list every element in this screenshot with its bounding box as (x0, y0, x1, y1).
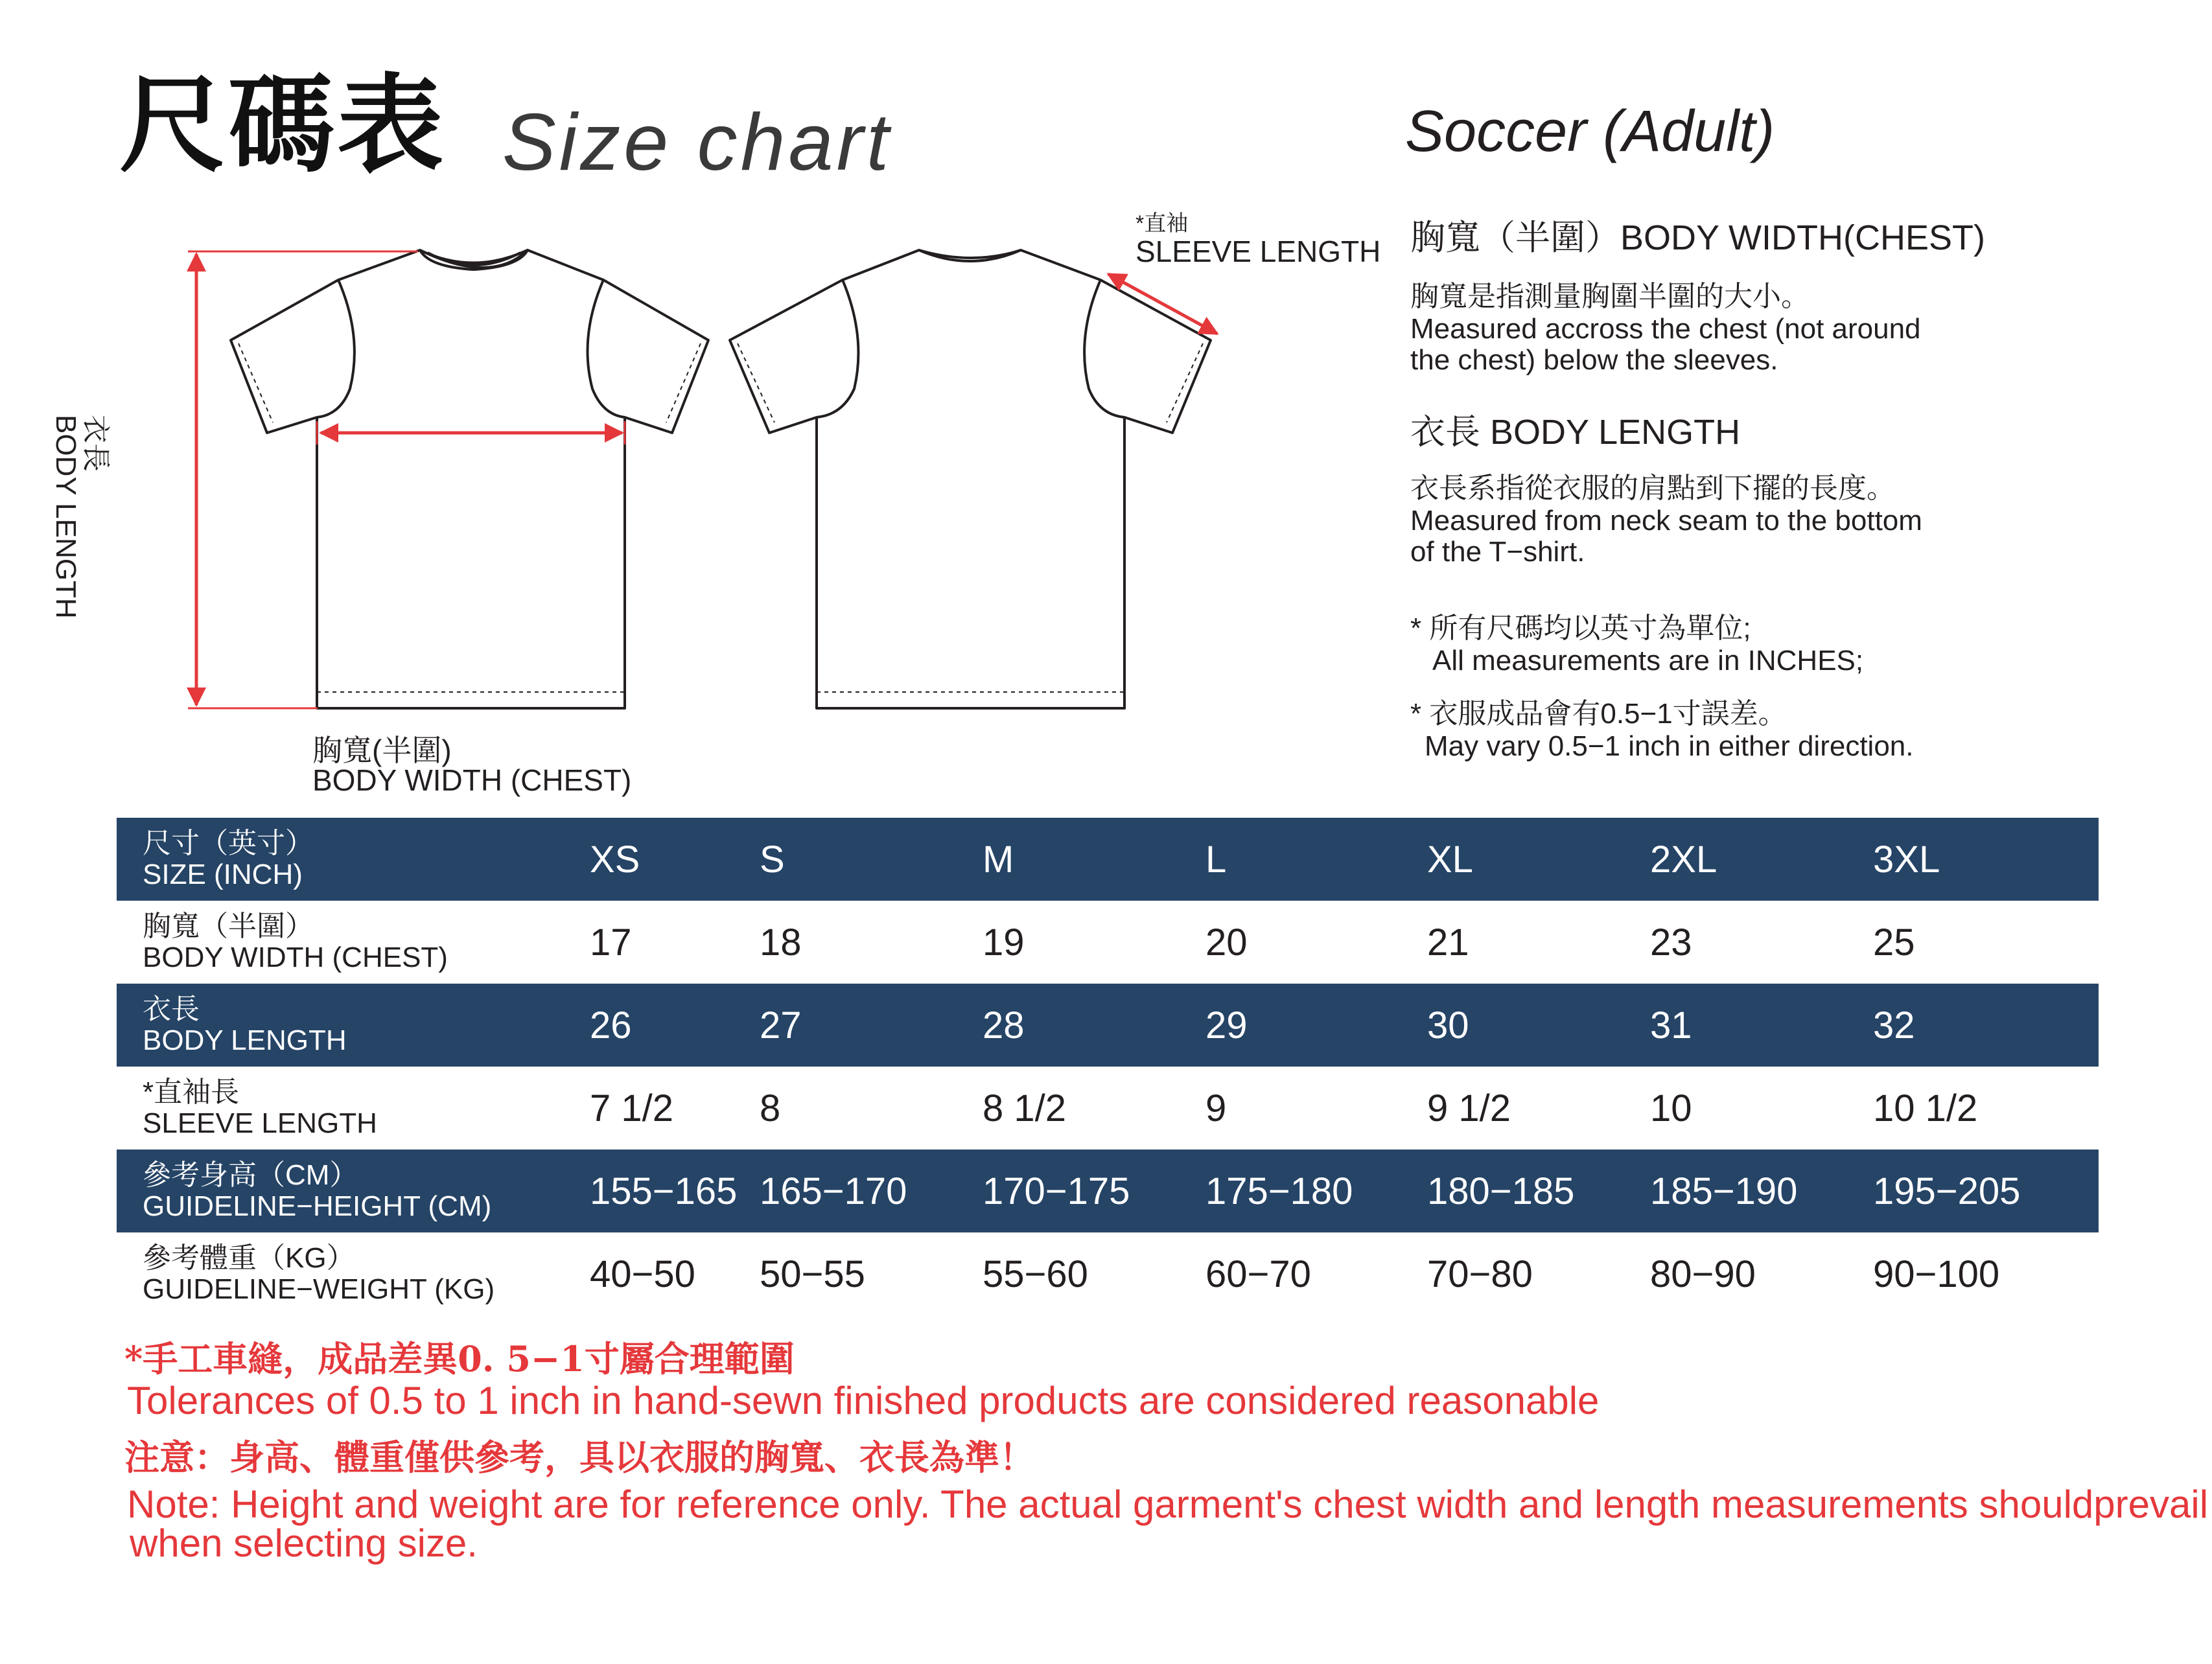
back-shirt-outline (730, 250, 1211, 708)
reference-note-en-1: Note: Height and weight are for reference only. The actual garment's chest width and length measurements shouldprevail (127, 1483, 2209, 1526)
row-label-zh: 尺寸（英寸） (143, 827, 314, 859)
table-cell: 18 (760, 921, 802, 964)
row-label (117, 1232, 590, 1315)
reference-note-zh: 注意：身高、體重僅供參考，具以衣服的胸寬、衣長為準！ (124, 1437, 1034, 1478)
table-cell: 90−100 (1873, 1253, 2000, 1295)
reference-note-en-2: when selecting size. (130, 1521, 478, 1565)
note-variance-zh: * 衣服成品會有0.5−1寸誤差。 (1410, 698, 1787, 730)
table-cell: 19 (983, 921, 1025, 964)
table-cell: 10 (1650, 1087, 1692, 1129)
table-cell: 55−60 (983, 1253, 1088, 1295)
tolerance-note-en: Tolerances of 0.5 to 1 inch in hand-sewn finished products are considered reasonable (127, 1379, 1600, 1422)
chest-heading: 胸寬（半圍）BODY WIDTH(CHEST) (1410, 218, 1985, 257)
length-heading: 衣長 BODY LENGTH (1410, 413, 1741, 452)
table-cell: 175−180 (1205, 1170, 1353, 1212)
table-row (117, 901, 2099, 984)
sleeve-label-zh: *直袖 (1135, 211, 1189, 236)
row-label (117, 818, 590, 901)
table-row (117, 818, 2099, 901)
table-cell: 9 (1205, 1087, 1227, 1129)
table-cell: 170−175 (983, 1170, 1130, 1212)
row-label-en: GUIDELINE−WEIGHT (KG) (143, 1273, 495, 1305)
table-cell: 23 (1650, 921, 1692, 964)
length-desc-en-2: of the T−shirt. (1410, 536, 1585, 568)
front-shirt-outline (231, 250, 708, 708)
tshirt-diagram (0, 0, 2212, 810)
table-cell: L (1205, 838, 1227, 881)
table-cell: 50−55 (760, 1253, 865, 1295)
row-label (117, 1067, 590, 1150)
chest-desc-en-2: the chest) below the sleeves. (1410, 344, 1778, 376)
row-label (117, 984, 590, 1067)
table-cell: 40−50 (590, 1253, 695, 1295)
table-cell: 165−170 (760, 1170, 907, 1212)
table-cell: 32 (1873, 1004, 1915, 1046)
table-cell: 185−190 (1650, 1170, 1798, 1212)
note-inches-zh: * 所有尺碼均以英寸為單位; (1410, 612, 1751, 644)
chest-label-zh: 胸寬(半圍) (312, 734, 452, 767)
row-label-en: BODY WIDTH (CHEST) (143, 942, 448, 973)
sleeve-length-line (1108, 274, 1217, 334)
table-row (117, 1067, 2099, 1150)
table-cell: 26 (590, 1004, 632, 1046)
table-row (117, 984, 2099, 1067)
page-title-en: Size chart (502, 98, 892, 187)
table-cell: XL (1427, 838, 1473, 881)
table-cell: S (760, 838, 785, 881)
table-cell: 9 1/2 (1427, 1087, 1511, 1129)
table-cell: 25 (1873, 921, 1915, 964)
row-label-zh: 參考身高（CM） (143, 1159, 358, 1191)
row-label-zh: 衣長 (143, 993, 200, 1025)
chest-label-en: BODY WIDTH (CHEST) (312, 763, 632, 797)
note-variance-en: May vary 0.5−1 inch in either direction. (1425, 730, 1914, 762)
table-cell: 20 (1205, 921, 1248, 964)
row-label (117, 1150, 590, 1232)
product-name: Soccer (Adult) (1405, 99, 1775, 164)
row-label-en: SIZE (INCH) (143, 859, 303, 890)
table-row (117, 1150, 2099, 1232)
table-cell: 28 (983, 1004, 1025, 1046)
table-cell: 29 (1205, 1004, 1248, 1046)
table-cell: 195−205 (1873, 1170, 2021, 1212)
table-cell: 8 1/2 (983, 1087, 1066, 1129)
table-cell: M (983, 838, 1014, 881)
table-cell: 31 (1650, 1004, 1692, 1046)
body-length-label-zh: 衣長 (80, 415, 111, 472)
row-label-zh: *直袖長 (143, 1076, 240, 1108)
measure-lines (188, 251, 1217, 708)
table-cell: 10 1/2 (1873, 1087, 1978, 1129)
row-label-en: GUIDELINE−HEIGHT (CM) (143, 1190, 492, 1222)
table-cell: XS (590, 838, 640, 881)
table-cell: 8 (760, 1087, 781, 1129)
table-cell: 155−165 (590, 1170, 738, 1212)
note-inches-en: All measurements are in INCHES; (1432, 645, 1864, 676)
table-cell: 180−185 (1427, 1170, 1575, 1212)
chest-desc-zh: 胸寬是指測量胸圍半圍的大小。 (1410, 281, 1810, 312)
table-cell: 70−80 (1427, 1253, 1533, 1295)
table-cell: 17 (590, 921, 632, 964)
table-cell: 80−90 (1650, 1253, 1756, 1295)
table-cell: 60−70 (1205, 1253, 1311, 1295)
table-cell: 27 (760, 1004, 802, 1046)
sleeve-label-en: SLEEVE LENGTH (1135, 235, 1381, 268)
row-label-en: BODY LENGTH (143, 1024, 347, 1056)
table-cell: 21 (1427, 921, 1469, 964)
page-title-zh: 尺碼表 (119, 64, 447, 187)
table-cell: 7 1/2 (590, 1087, 673, 1129)
row-label-zh: 胸寬（半圍） (143, 910, 314, 942)
row-label-en: SLEEVE LENGTH (143, 1107, 377, 1139)
row-label-zh: 參考體重（KG） (143, 1242, 355, 1274)
chest-desc-en-1: Measured accross the chest (not around (1410, 313, 1921, 345)
length-desc-en-1: Measured from neck seam to the bottom (1410, 505, 1922, 537)
size-table (117, 818, 2099, 1315)
tolerance-note-zh: *手工車縫，成品差異0. 5−1寸屬合理範圍 (124, 1338, 795, 1380)
body-length-label-en: BODY LENGTH (49, 415, 82, 619)
length-desc-zh: 衣長系指從衣服的肩點到下擺的長度。 (1410, 472, 1895, 504)
table-cell: 3XL (1873, 838, 1940, 881)
table-row (117, 1232, 2099, 1315)
table-cell: 30 (1427, 1004, 1469, 1046)
table-cell: 2XL (1650, 838, 1717, 881)
body-length-label (51, 415, 110, 619)
row-label (117, 901, 590, 984)
